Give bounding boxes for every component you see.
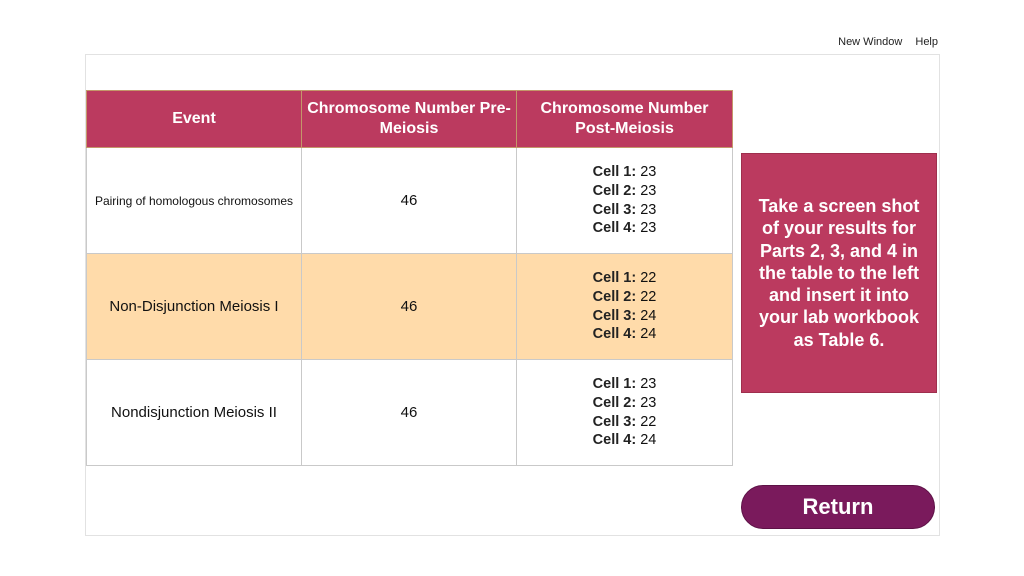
cell-value: 22 [640, 270, 657, 287]
cell-value: 23 [640, 164, 657, 181]
cell-label: Cell 3: [592, 201, 637, 218]
event-cell: Pairing of homologous chromosomes [87, 148, 302, 254]
cell-line [593, 182, 657, 201]
cell-value: 24 [640, 307, 657, 324]
pre-meiosis-cell: 46 [302, 254, 517, 360]
cell-value: 23 [640, 182, 657, 199]
cell-label: Cell 3: [592, 307, 637, 324]
cell-line [593, 219, 657, 238]
cell-line [593, 413, 657, 432]
cell-line [593, 325, 657, 344]
post-meiosis-cell [517, 148, 733, 254]
cell-value: 22 [640, 413, 657, 430]
top-links [828, 36, 938, 48]
post-meiosis-cell [517, 360, 733, 466]
new-window-link[interactable]: New Window [838, 36, 903, 48]
activity-stage [85, 54, 940, 536]
cell-value: 23 [640, 201, 657, 218]
cell-value: 24 [640, 432, 657, 449]
event-cell: Non-Disjunction Meiosis I [87, 254, 302, 360]
cell-label: Cell 1: [592, 270, 637, 287]
table-header-row [87, 91, 733, 148]
cell-line [593, 201, 657, 220]
cell-value: 24 [640, 326, 657, 343]
header-post-meiosis: Chromosome Number Post-Meiosis [517, 91, 733, 148]
table-row [87, 148, 733, 254]
cell-label: Cell 3: [592, 413, 637, 430]
header-event: Event [87, 91, 302, 148]
cell-value: 23 [640, 220, 657, 237]
cell-line [593, 431, 657, 450]
cell-value: 23 [640, 376, 657, 393]
cell-label: Cell 2: [592, 394, 637, 411]
event-cell: Nondisjunction Meiosis II [87, 360, 302, 466]
cell-label: Cell 2: [592, 182, 637, 199]
cell-label: Cell 4: [592, 432, 637, 449]
table-row [87, 254, 733, 360]
cell-line [593, 375, 657, 394]
cell-line [593, 394, 657, 413]
cell-value: 23 [640, 394, 657, 411]
cell-label: Cell 2: [592, 288, 637, 305]
header-pre-meiosis: Chromosome Number Pre-Meiosis [302, 91, 517, 148]
cell-line [593, 307, 657, 326]
help-link[interactable]: Help [915, 36, 938, 48]
cell-label: Cell 4: [592, 326, 637, 343]
instruction-box: Take a screen shot of your results for Parts 2, 3, and 4 in the table to the left and insert it into your lab workbook as Table 6. [741, 153, 937, 393]
results-table [86, 90, 733, 466]
cell-line [593, 269, 657, 288]
cell-label: Cell 4: [592, 220, 637, 237]
cell-value: 22 [640, 288, 657, 305]
cell-label: Cell 1: [592, 376, 637, 393]
pre-meiosis-cell: 46 [302, 148, 517, 254]
post-meiosis-cell [517, 254, 733, 360]
pre-meiosis-cell: 46 [302, 360, 517, 466]
return-button[interactable]: Return [741, 485, 935, 529]
cell-line [593, 288, 657, 307]
cell-line [593, 163, 657, 182]
table-row [87, 360, 733, 466]
cell-label: Cell 1: [592, 164, 637, 181]
